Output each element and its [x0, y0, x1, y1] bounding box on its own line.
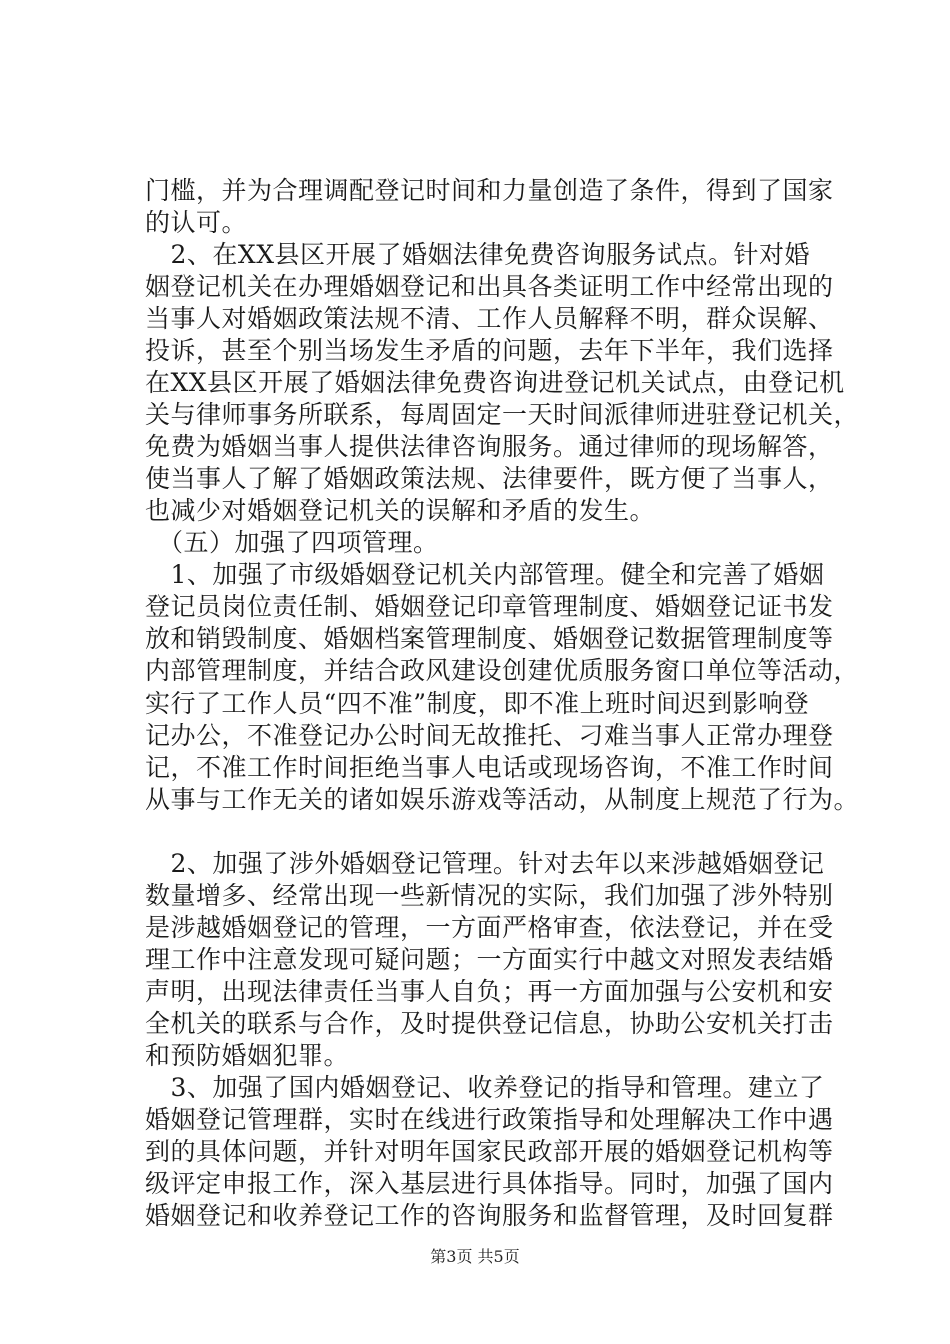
text-line: 婚姻登记管理群，实时在线进行政策指导和处理解决工作中遇 — [145, 1105, 834, 1134]
text-line: 1、加强了市级婚姻登记机关内部管理。健全和完善了婚姻 — [145, 560, 825, 589]
text-line: 从事与工作无关的诸如娱乐游戏等活动，从制度上规范了行为。 — [145, 785, 860, 814]
text-line: 投诉，甚至个别当场发生矛盾的问题，去年下半年，我们选择 — [145, 336, 834, 365]
text-line: （五）加强了四项管理。 — [145, 528, 439, 557]
page-number-footer: 第3页 共5页 — [430, 1247, 520, 1266]
text-line: 级评定申报工作，深入基层进行具体指导。同时，加强了国内 — [145, 1169, 834, 1198]
text-line: 当事人对婚姻政策法规不清、工作人员解释不明，群众误解、 — [145, 304, 834, 333]
text-line: 3、加强了国内婚姻登记、收养登记的指导和管理。建立了 — [145, 1073, 825, 1102]
text-line: 在XX县区开展了婚姻法律免费咨询进登记机关试点，由登记机 — [145, 368, 845, 397]
text-line: 记办公，不准登记办公时间无故推托、刁难当事人正常办理登 — [145, 721, 834, 750]
text-line: 婚姻登记和收养登记工作的咨询服务和监督管理，及时回复群 — [145, 1201, 834, 1230]
text-line: 理工作中注意发现可疑问题；一方面实行中越文对照发表结婚 — [145, 945, 834, 974]
text-line: 内部管理制度，并结合政风建设创建优质服务窗口单位等活动， — [145, 656, 860, 685]
text-line: 记，不准工作时间拒绝当事人电话或现场咨询，不准工作时间 — [145, 753, 834, 782]
text-line: 是涉越婚姻登记的管理，一方面严格审查，依法登记，并在受 — [145, 913, 834, 942]
text-line: 使当事人了解了婚姻政策法规、法律要件，既方便了当事人， — [145, 464, 834, 493]
text-line: 2、在XX县区开展了婚姻法律免费咨询服务试点。针对婚 — [145, 240, 811, 269]
text-line: 免费为婚姻当事人提供法律咨询服务。通过律师的现场解答， — [145, 432, 834, 461]
text-line: 到的具体问题，并针对明年国家民政部开展的婚姻登记机构等 — [145, 1137, 834, 1166]
text-line: 实行了工作人员“四不准”制度，即不准上班时间迟到影响登 — [145, 689, 810, 718]
text-line: 2、加强了涉外婚姻登记管理。针对去年以来涉越婚姻登记 — [145, 849, 825, 878]
text-line: 数量增多、经常出现一些新情况的实际，我们加强了涉外特别 — [145, 881, 834, 910]
text-line: 的认可。 — [145, 208, 248, 237]
text-line: 关与律师事务所联系，每周固定一天时间派律师进驻登记机关， — [145, 400, 860, 429]
text-line: 登记员岗位责任制、婚姻登记印章管理制度、婚姻登记证书发 — [145, 592, 834, 621]
text-line: 放和销毁制度、婚姻档案管理制度、婚姻登记数据管理制度等 — [145, 624, 834, 653]
text-line: 声明，出现法律责任当事人自负；再一方面加强与公安机和安 — [145, 977, 834, 1006]
text-line: 也减少对婚姻登记机关的误解和矛盾的发生。 — [145, 496, 656, 525]
text-line: 全机关的联系与合作，及时提供登记信息，协助公安机关打击 — [145, 1009, 834, 1038]
text-line: 姻登记机关在办理婚姻登记和出具各类证明工作中经常出现的 — [145, 272, 834, 301]
text-line: 和预防婚姻犯罪。 — [145, 1041, 350, 1070]
text-line: 门槛，并为合理调配登记时间和力量创造了条件，得到了国家 — [145, 176, 834, 205]
